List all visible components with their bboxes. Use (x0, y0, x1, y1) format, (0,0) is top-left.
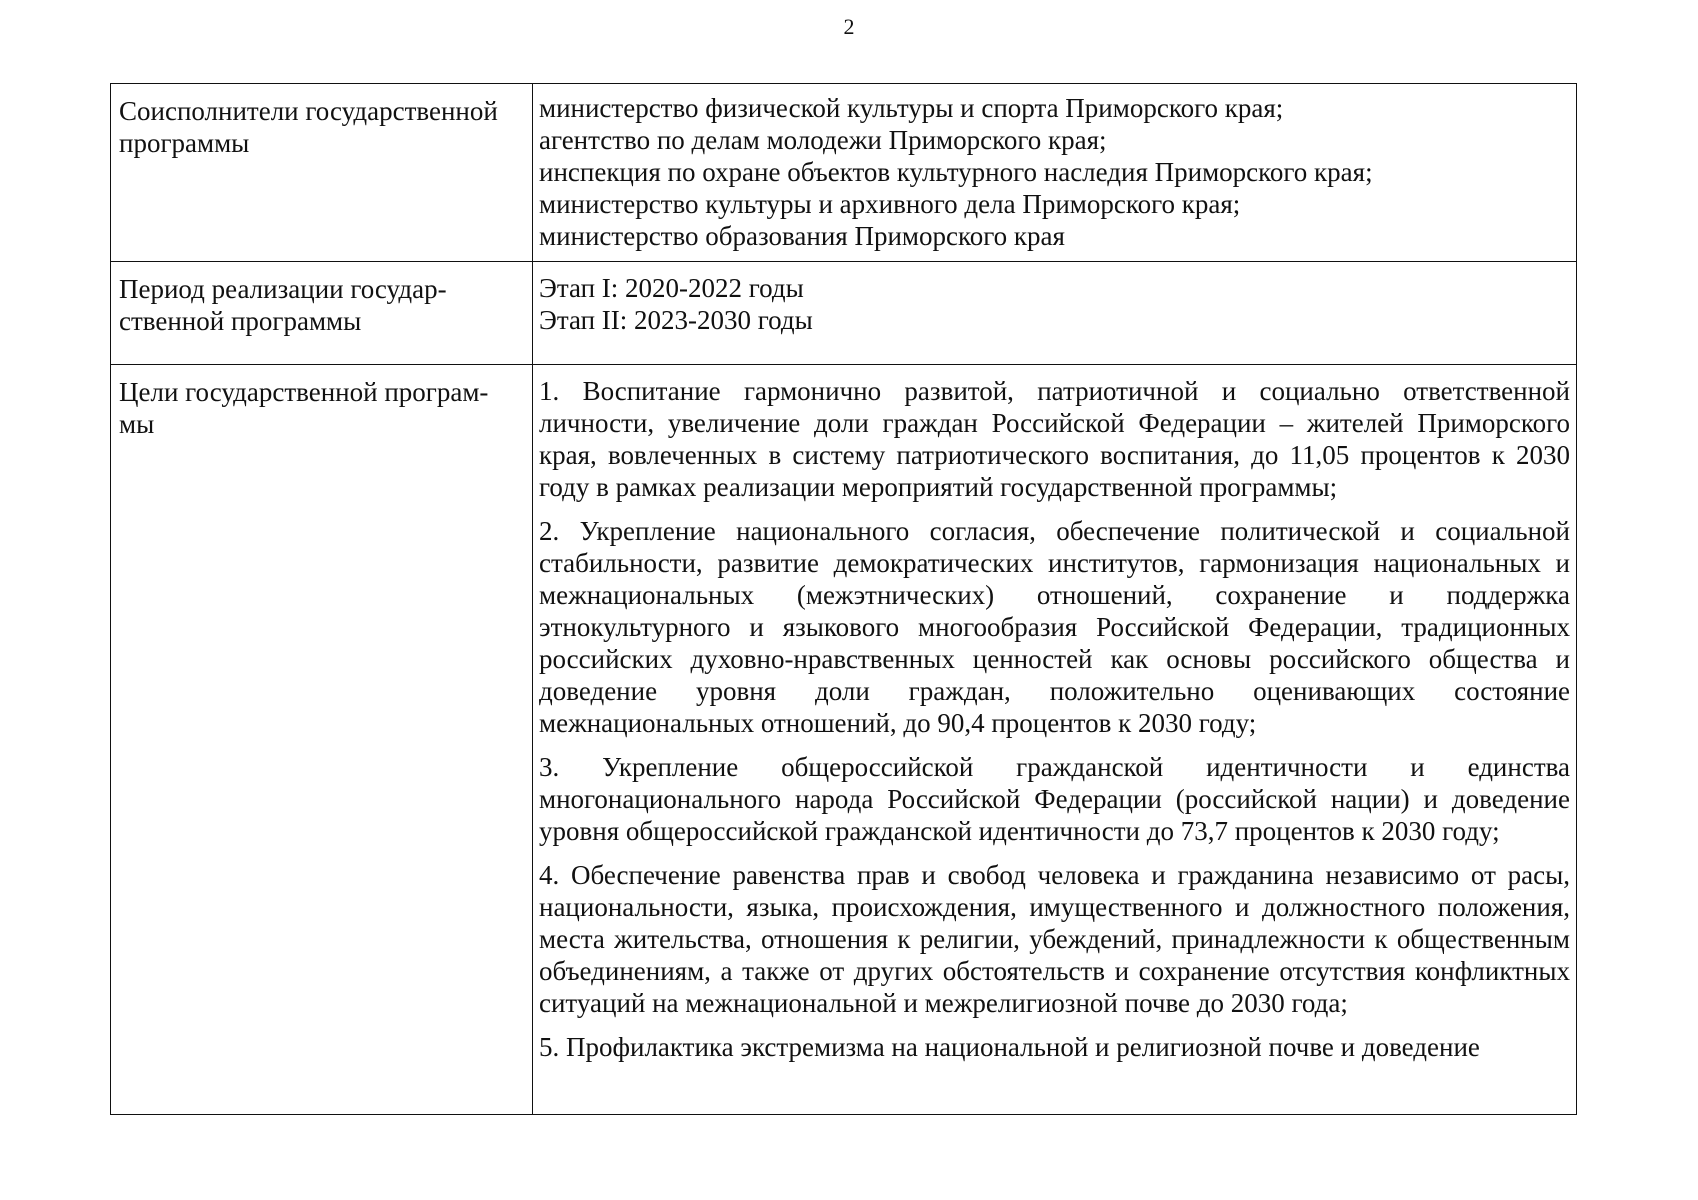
co-executor-item: министерство физической культуры и спорта Приморского края; (539, 93, 1284, 123)
label-line: мы (119, 409, 155, 439)
table-row-co-executors (111, 84, 1577, 262)
goal-item: 1. Воспитание гармонично развитой, патриотичной и социально ответственной личности, увеличение доли граждан Российской Федерации – жителей Приморского края, вовлеченных в систему патриотического воспитания, до 11,05 процентов к 2030 году в рамках реализации мероприятий государственной программы; (539, 376, 1570, 502)
goal-item: 4. Обеспечение равенства прав и свобод человека и гражданина независимо от расы, национальности, языка, происхождения, имущественного и должностного положения, места жительства, отношения к религии, убеждений, принадлежности к общественным объединениям, а также от других обстоятельств и сохранение отсутствия конфликтных ситуаций на межнациональной и межрелигиозной почве до 2030 года; (539, 860, 1570, 1018)
label-line: Соисполнители государственной (119, 96, 498, 126)
label-line: программы (119, 128, 250, 158)
label-line: Цели государственной програм- (119, 377, 489, 407)
label-line: Период реализации государ- (119, 274, 447, 304)
period-stage: Этап I: 2020-2022 годы (539, 273, 804, 303)
period-stage: Этап II: 2023-2030 годы (539, 305, 813, 335)
table-row-period (111, 262, 1577, 365)
co-executor-item: агентство по делам молодежи Приморского края; (539, 125, 1107, 155)
goal-item: 5. Профилактика экстремизма на национальной и религиозной почве и доведение (539, 1032, 1480, 1062)
co-executors-label (111, 84, 533, 262)
goal-item: 3. Укрепление общероссийской гражданской идентичности и единства многонационального народа Российской Федерации (российской нации) и доведение уровня общероссийской гражданской идентичности до 73,7 процентов к 2030 году; (539, 752, 1570, 846)
co-executor-item: министерство образования Приморского края (539, 221, 1065, 251)
period-value (533, 262, 1577, 365)
co-executors-value (533, 84, 1577, 262)
goals-label (111, 365, 533, 1115)
co-executor-item: инспекция по охране объектов культурного наследия Приморского края; (539, 157, 1373, 187)
goal-item: 2. Укрепление национального согласия, обеспечение политической и социальной стабильности, развитие демократических институтов, гармонизация национальных и межнациональных (межэтнических) отношений, сохранение и поддержка этнокультурного и языкового многообразия Российской Федерации, традиционных российских духовно-нравственных ценностей как основы российского общества и доведение уровня доли граждан, положительно оценивающих состояние межнациональных отношений, до 90,4 процентов к 2030 году; (539, 516, 1570, 738)
period-label (111, 262, 533, 365)
co-executor-item: министерство культуры и архивного дела Приморского края; (539, 189, 1241, 219)
page-number: 2 (843, 14, 855, 39)
goals-value (533, 365, 1577, 1115)
table-row-goals (111, 365, 1577, 1115)
program-passport-table (110, 83, 1577, 1115)
label-line: ственной программы (119, 306, 362, 336)
